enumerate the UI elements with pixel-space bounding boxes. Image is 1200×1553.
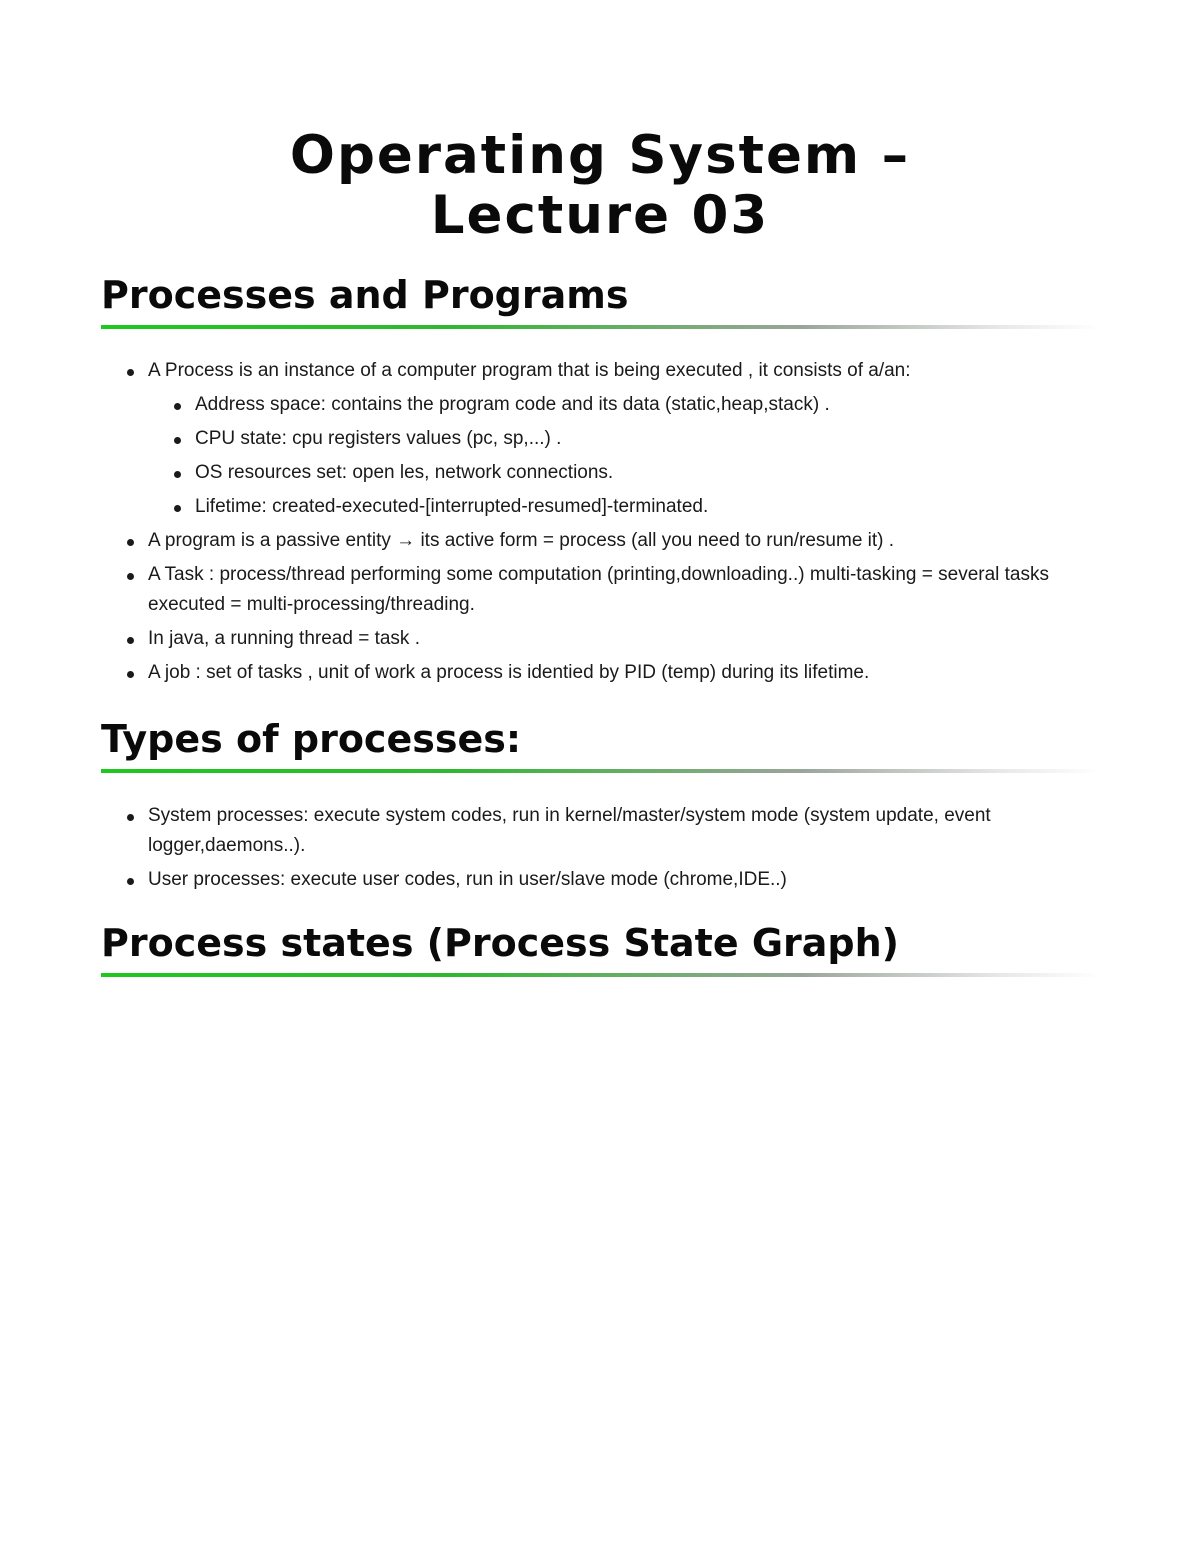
processes-and-programs-list: [101, 352, 1091, 689]
document-title-line-1: Operating System –: [289, 125, 911, 186]
sublist-item: Lifetime: created-executed-[interrupted-resumed]-terminated.: [148, 492, 1091, 523]
list-item: System processes: execute system codes, run in kernel/master/system mode (system update, event logger,daemons..).: [101, 801, 1091, 862]
list-item: User processes: execute user codes, run in user/slave mode (chrome,IDE..): [101, 865, 1091, 896]
list-item: A job : set of tasks , unit of work a process is identied by PID (temp) during its lifetime.: [101, 658, 1091, 689]
section-types-of-processes: [101, 716, 1101, 773]
section-divider: [101, 325, 1101, 329]
sublist-item: CPU state: cpu registers values (pc, sp,...) .: [148, 424, 1091, 455]
types-of-processes-list: [101, 797, 1091, 896]
section-heading: Processes and Programs: [101, 273, 629, 317]
list-item: A Task : process/thread performing some computation (printing,downloading..) multi-tasking = several tasks executed = multi-processing/threading.: [101, 560, 1091, 621]
section-process-states: [101, 920, 1101, 977]
sublist-item: OS resources set: open les, network connections.: [148, 458, 1091, 489]
section-heading: Types of processes:: [101, 717, 522, 761]
list-item: In java, a running thread = task .: [101, 624, 1091, 655]
sublist: [148, 390, 1091, 523]
sublist-item: Address space: contains the program code and its data (static,heap,stack) .: [148, 390, 1091, 421]
section-divider: [101, 769, 1101, 773]
document-title: [100, 126, 1100, 246]
list-item-text: A Process is an instance of a computer program that is being executed , it consists of a/an:: [148, 359, 911, 381]
list-item: [101, 356, 1091, 523]
list-item: A program is a passive entity → its active form = process (all you need to run/resume it) .: [101, 526, 1091, 557]
section-divider: [101, 973, 1101, 977]
document-title-line-2: Lecture 03: [430, 185, 770, 246]
section-processes-and-programs: [101, 272, 1101, 329]
section-heading: Process states (Process State Graph): [101, 921, 900, 965]
